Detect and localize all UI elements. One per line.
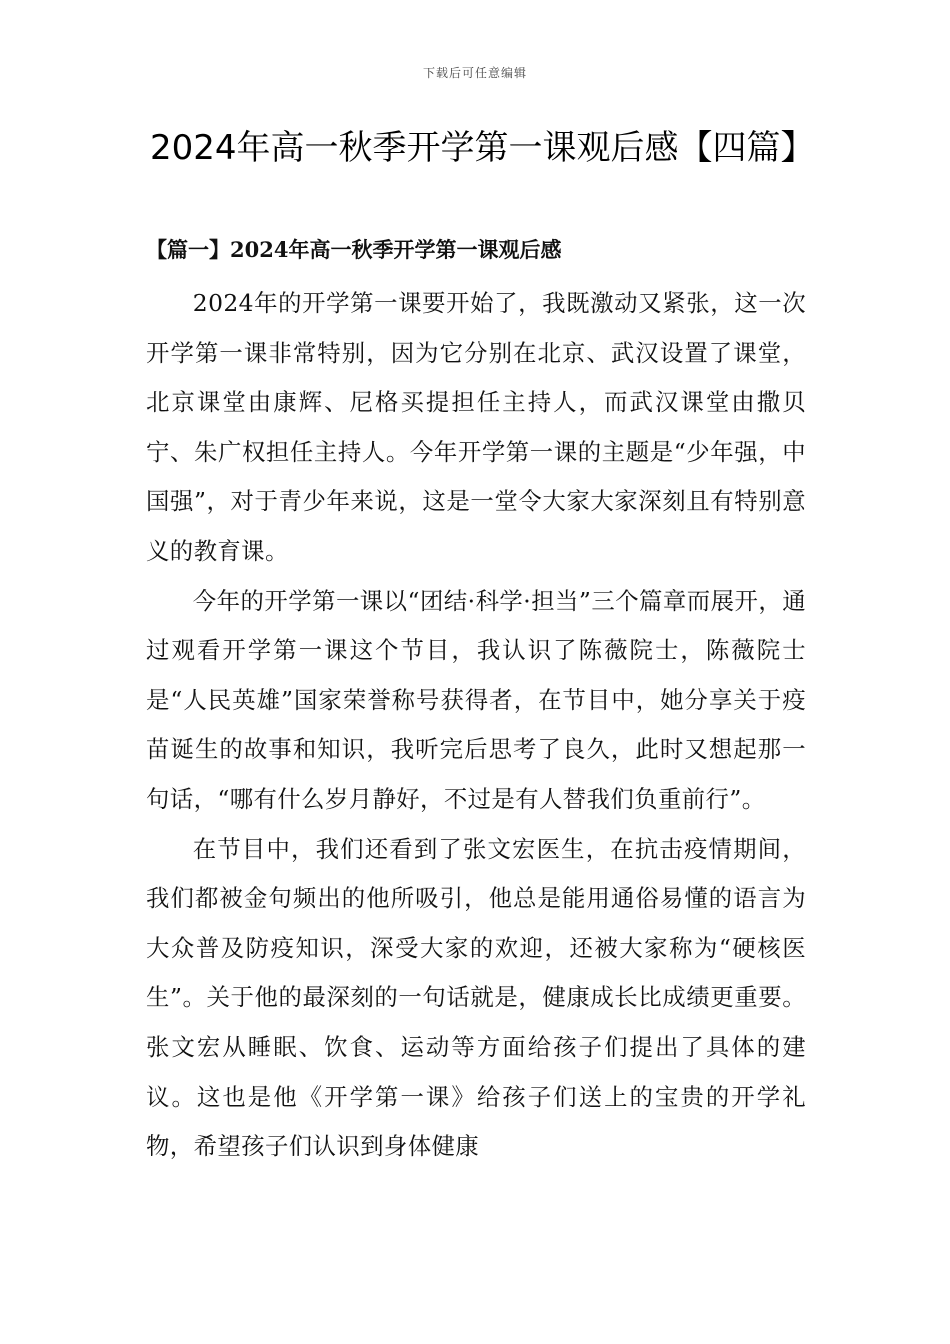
document-title: 2024年高一秋季开学第一课观后感【四篇】 xyxy=(150,128,815,168)
body-text xyxy=(146,279,806,1172)
header-note: 下载后可任意编辑 xyxy=(422,66,527,80)
section-heading: 【篇一】2024年高一秋季开学第一课观后感 xyxy=(146,237,562,262)
paragraph-2: 今年的开学第一课以“团结·科学·担当”三个篇章而展开，通过观看开学第一课这个节目，我认识了陈薇院士，陈薇院士是“人民英雄”国家荣誉称号获得者，在节目中，她分享关于疫苗诞生的故事和知识，我听完后思考了良久，此时又想起那一句话，“哪有什么岁月静好，不过是有人替我们负重前行”。 xyxy=(146,586,806,813)
paragraph-1: 2024年的开学第一课要开始了，我既激动又紧张，这一次开学第一课非常特别，因为它分别在北京、武汉设置了课堂，北京课堂由康辉、尼格买提担任主持人，而武汉课堂由撒贝宁、朱广权担任主持人。今年开学第一课的主题是“少年强，中国强”，对于青少年来说，这是一堂令大家大家深刻且有特别意义的教育课。 xyxy=(146,289,806,565)
paragraph-3: 在节目中，我们还看到了张文宏医生，在抗击疫情期间，我们都被金句频出的他所吸引，他总是能用通俗易懂的语言为大众普及防疫知识，深受大家的欢迎，还被大家称为“硬核医生”。关于他的最深刻的一句话就是，健康成长比成绩更重要。张文宏从睡眠、饮食、运动等方面给孩子们提出了具体的建议。这也是他《开学第一课》给孩子们送上的宝贵的开学礼物，希望孩子们认识到身体健康 xyxy=(146,834,806,1161)
